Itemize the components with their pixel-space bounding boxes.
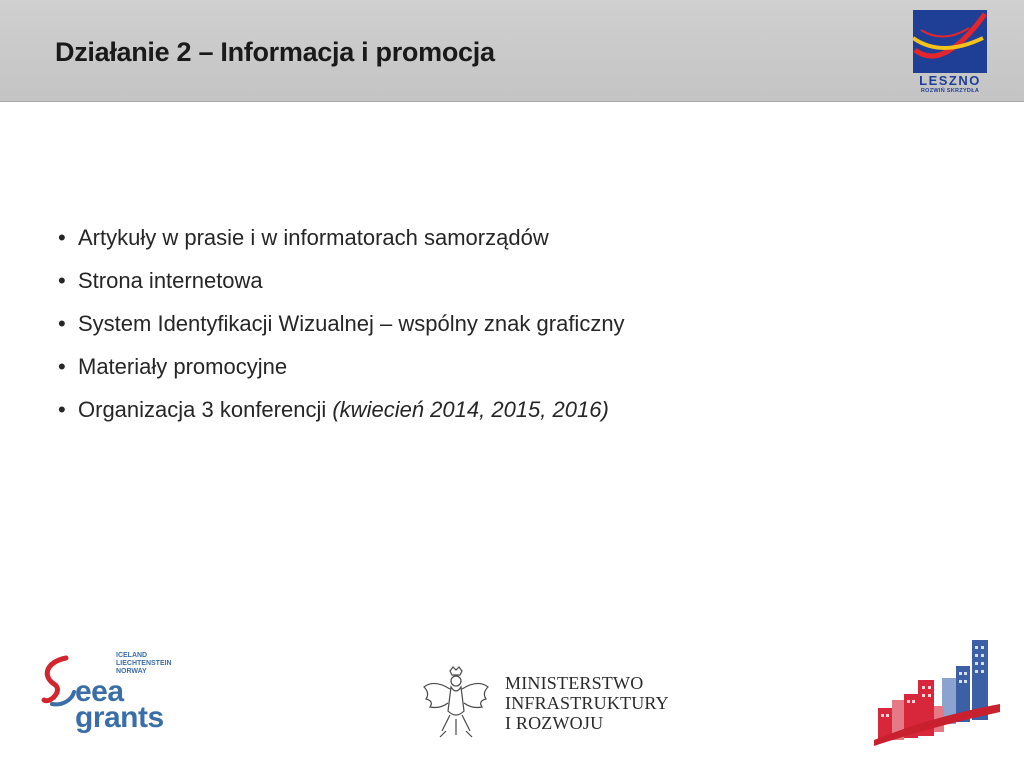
list-item-text: Artykuły w prasie i w informatorach samorządów [78,225,549,250]
leszno-emblem [913,10,987,73]
ministry-name-line: I ROZWOJU [505,713,604,733]
list-item [58,388,625,431]
eea-country: ICELAND [116,652,148,659]
list-item-text: System Identyfikacji Wizualnej – wspólny znak graficzny [78,311,625,336]
wing-icon [913,10,987,73]
list-item-text: Materiały promocyjne [78,354,288,379]
ministry-name-line: INFRASTRUKTURY [505,693,669,713]
eea-swirl-icon [40,654,80,714]
list-item-text: Organizacja 3 konferencji [78,397,333,422]
ministry-name-line: MINISTERSTWO [505,673,644,693]
list-item-text: Strona internetowa [78,268,263,293]
slide-title: Działanie 2 – Informacja i promocja [55,37,495,67]
list-item-note: (kwiecień 2014, 2015, 2016) [332,397,609,422]
bullet-marker: • [58,354,66,379]
list-item [58,216,625,259]
eea-country: NORWAY [116,668,147,675]
eea-wordmark: eea [75,675,124,708]
list-item [58,259,625,302]
eea-wordmark-grants: grants [75,701,164,734]
bullet-list [58,216,625,431]
leszno-logo [910,7,990,93]
bullet-marker: • [58,311,66,336]
leszno-wordmark: LESZNO [919,73,981,88]
ministry-logo [420,665,690,745]
city-skyline-logo [874,636,1004,746]
header-bar [0,0,1024,102]
list-item [58,345,625,388]
bullet-marker: • [58,268,66,293]
leszno-tagline: ROZWIŃ SKRZYDŁA [920,88,980,94]
bullet-marker: • [58,225,66,250]
skyline-icon [874,636,1004,746]
eagle-emblem-icon [420,665,492,741]
eea-grants-logo [40,652,180,742]
bullet-marker: • [58,397,66,422]
eea-country: LIECHTENSTEIN [116,660,172,667]
list-item [58,302,625,345]
